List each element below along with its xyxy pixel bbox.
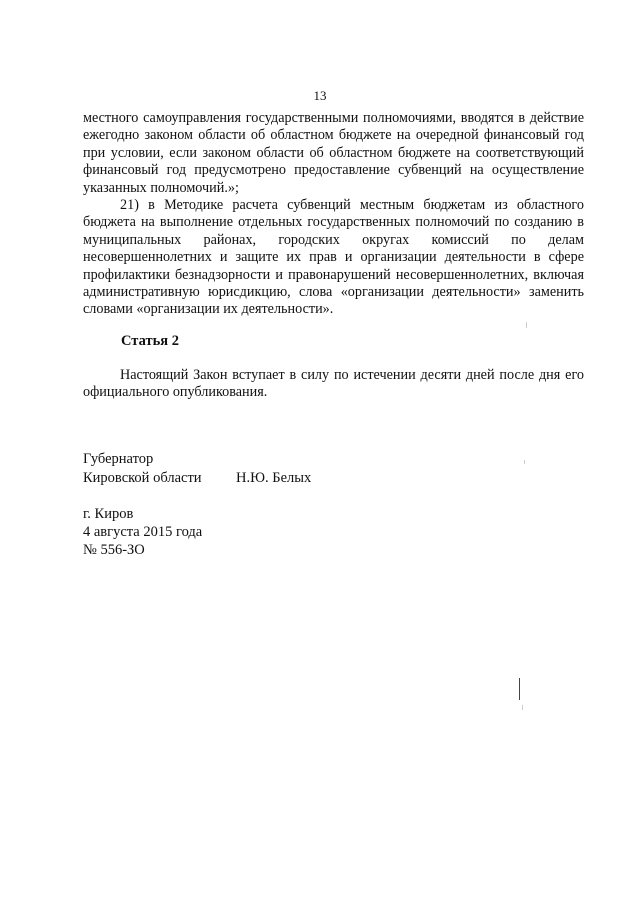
scan-artifact — [526, 322, 527, 328]
scan-artifact — [519, 678, 520, 700]
article-2-paragraph — [83, 367, 584, 402]
page-number: 13 — [313, 88, 327, 103]
signatory-title-line-2: Кировской области — [83, 470, 202, 486]
law-number: № 556-ЗО — [83, 542, 145, 558]
paragraph-item-21 — [83, 197, 584, 319]
scan-artifact — [524, 460, 525, 464]
article-heading: Статья 2 — [121, 333, 179, 349]
paragraph-1-text: местного самоуправления государственными полномочиями, вводятся в действие ежегодно законом области об областном бюджете на очередной финансовый год при условии, если законом области об областном бюджете на соответствующий финансовый год предусмотрено предоставление субвенций на осуществление указанных полномочий.»; — [83, 110, 584, 196]
paragraph-3-text: Настоящий Закон вступает в силу по истечении десяти дней после дня его официального опубликования. — [83, 367, 584, 401]
scan-artifact — [522, 705, 523, 710]
paragraph-continuation — [83, 110, 584, 197]
signing-date: 4 августа 2015 года — [83, 524, 203, 540]
paragraph-2-text: 21) в Методике расчета субвенций местным бюджетам из областного бюджета на выполнение отдельных государственных полномочий по созданию в муниципальных районах, городских округах комиссий по делам несовершеннолетних и защите их прав и организации деятельности в сфере профилактики безнадзорности и правонарушений несовершеннолетних, включая административную юрисдикцию, слова «организации деятельности» заменить словами «организации их деятельности». — [83, 197, 584, 318]
signatory-title-line-1: Губернатор — [83, 451, 154, 467]
signatory-name: Н.Ю. Белых — [236, 470, 312, 486]
place-of-signing: г. Киров — [83, 506, 134, 522]
